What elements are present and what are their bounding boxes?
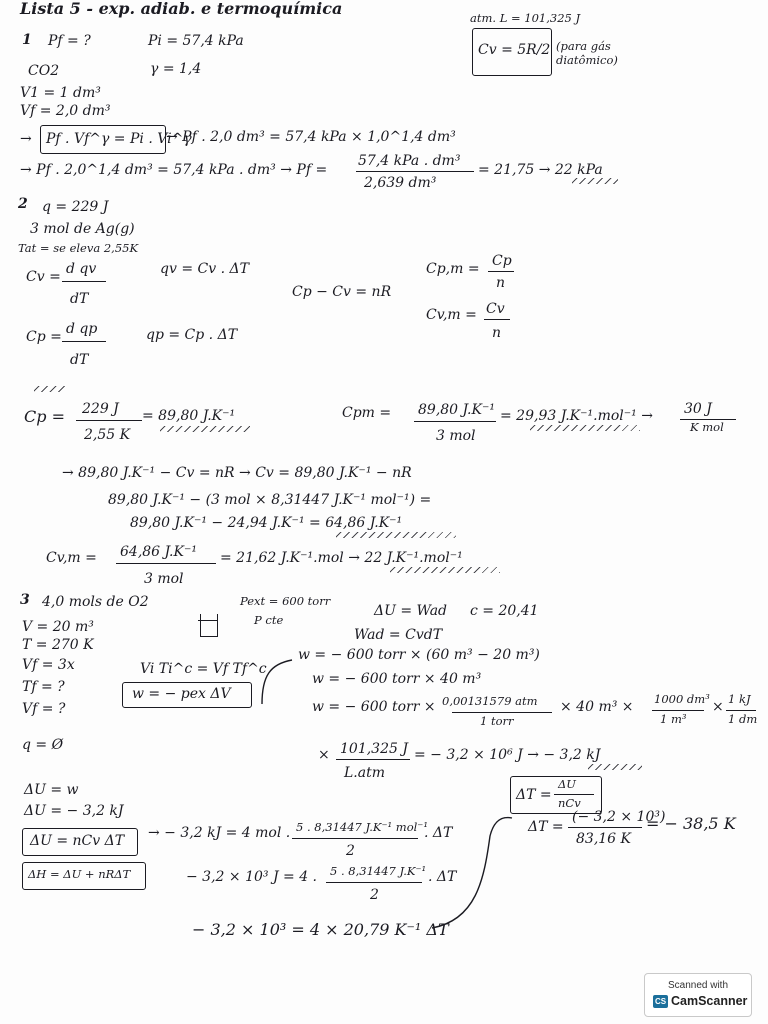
q3-dt-den: 83,16 K	[576, 831, 631, 847]
q3-vf2: Vf = ?	[22, 701, 66, 717]
q3-w3c: ×	[712, 699, 724, 715]
q3-vf: Vf = 3x	[22, 657, 75, 673]
q2-qp: qp = Cp . ΔT	[146, 327, 238, 343]
q3-t: T = 270 K	[22, 637, 94, 653]
q2-cp-minus-cv: Cp − Cv = nR	[292, 284, 392, 300]
q2-cv-def-lhs: Cv =	[26, 269, 61, 285]
q3-head: 4,0 mols de O2	[42, 594, 149, 610]
q3-dt-num: (− 3,2 × 10³)	[572, 809, 666, 825]
q3-w3b: × 40 m³ ×	[560, 699, 634, 715]
q3-dt-box-num: ΔU	[558, 777, 576, 791]
q2-cp-calc-num: 229 J	[82, 401, 119, 417]
q1-pi: Pi = 57,4 kPa	[148, 33, 244, 49]
q3-e2a: − 3,2 × 10³ J = 4 .	[186, 869, 318, 885]
q3-dh-box-text: ΔH = ΔU + nRΔT	[28, 867, 131, 881]
q1-arrow-1: →	[20, 131, 32, 147]
q3-dt-res: = − 38,5 K	[646, 814, 736, 833]
q3-w3-den2: 1 m³	[660, 712, 687, 726]
q2-cp-calc-den: 2,55 K	[84, 427, 131, 443]
q3-dt-box-lhs: ΔT =	[516, 787, 552, 803]
scanned-with-label: Scanned with	[667, 980, 729, 991]
q2-cvm-calc-res: = 21,62 J.K⁻¹.mol → 22 J.K⁻¹.mol⁻¹	[220, 550, 463, 566]
q1-number: 1	[22, 32, 32, 48]
q3-du-val: ΔU = − 3,2 kJ	[24, 803, 124, 819]
q1-line1: → Pf . 2,0 dm³ = 57,4 kPa × 1,0^1,4 dm³	[166, 129, 456, 145]
q2-cv-def-num: d qv	[66, 261, 97, 277]
q2-q: q = 229 J	[42, 199, 109, 215]
q2-cp-def-den: dT	[70, 352, 89, 368]
q2-cpm-calc-res: = 29,93 J.K⁻¹.mol⁻¹ →	[500, 408, 653, 424]
q2-tat: Tat = se eleva 2,55K	[18, 241, 139, 255]
q3-e1a: → − 3,2 kJ = 4 mol .	[148, 825, 291, 841]
q2-moles: 3 mol de Ag(g)	[30, 221, 135, 237]
q3-vitic: Vi Ti^c = Vf Tf^c	[140, 661, 267, 677]
q2-cvm-den: n	[492, 325, 502, 341]
q2-cpm-den: n	[496, 275, 506, 291]
q3-w4a: ×	[318, 747, 330, 763]
q3-dt-lhs: ΔT =	[528, 819, 564, 835]
q2-cp-def-num: d qp	[66, 321, 98, 337]
q2-cvm-num: Cv	[486, 301, 505, 317]
q3-e1-den: 2	[346, 843, 355, 859]
q3-w3-num2: 1000 dm³	[654, 692, 710, 706]
camscanner-brand: CamScanner	[671, 994, 748, 1008]
q3-e2b: . ΔT	[428, 869, 457, 885]
q3-w3-den: 1 torr	[480, 714, 514, 728]
q2-line1: → 89,80 J.K⁻¹ − Cv = nR → Cv = 89,80 J.K⁻¹ − nR	[62, 465, 412, 481]
q2-cvm-calc-den: 3 mol	[144, 571, 184, 587]
q3-w1: w = − 600 torr × (60 m³ − 20 m³)	[298, 647, 540, 663]
q3-w3a: w = − 600 torr ×	[312, 699, 436, 715]
q2-number: 2	[18, 196, 28, 212]
camscanner-logo-icon: CS	[654, 997, 667, 1006]
q1-frac-num: 57,4 kPa . dm³	[358, 153, 461, 169]
q2-cvm-lhs: Cv,m =	[426, 307, 477, 323]
q3-w4-num: 101,325 J	[340, 741, 408, 757]
q2-cpm-lhs: Cp,m =	[426, 261, 480, 277]
q3-v: V = 20 m³	[22, 619, 94, 635]
q3-e1-num: 5 . 8,31447 J.K⁻¹ mol⁻¹	[296, 820, 428, 834]
q3-w2: w = − 600 torr × 40 m³	[312, 671, 482, 687]
cv-box-text: Cv = 5R/2	[478, 42, 551, 58]
q3-pcte: P cte	[254, 613, 284, 627]
q3-e3: − 3,2 × 10³ = 4 × 20,79 K⁻¹ ΔT	[192, 920, 449, 939]
camscanner-badge	[644, 973, 752, 1017]
q1-result: = 21,75 → 22 kPa	[478, 162, 603, 178]
q2-cp-calc-lhs: Cp =	[24, 407, 65, 426]
q3-tf: Tf = ?	[22, 679, 65, 695]
q1-species: CO2	[28, 63, 60, 79]
q2-cpm-calc-lhs: Cpm =	[342, 405, 392, 421]
arrow-to-dt-calc	[432, 818, 512, 928]
atm-liter-note: atm. L = 101,325 J	[470, 11, 581, 25]
q1-line2a: → Pf . 2,0^1,4 dm³ = 57,4 kPa . dm³ → Pf =	[20, 162, 328, 178]
arrow-to-work-calc	[262, 660, 292, 704]
q2-line2: 89,80 J.K⁻¹ − (3 mol × 8,31447 J.K⁻¹ mol⁻¹) =	[108, 492, 432, 508]
q3-c: c = 20,41	[470, 603, 539, 619]
q3-du-w: ΔU = w	[24, 782, 79, 798]
q2-cp-def-lhs: Cp =	[26, 329, 62, 345]
q3-w-box-text: w = − pex ΔV	[132, 686, 231, 702]
q1-pf: Pf = ?	[48, 33, 91, 49]
q3-e1b: . ΔT	[424, 825, 453, 841]
q2-cvm-calc-num: 64,86 J.K⁻¹	[120, 544, 197, 560]
q3-w3-num: 0,00131579 atm	[442, 694, 538, 708]
q3-du-box-text: ΔU = nCv ΔT	[30, 833, 125, 849]
q1-gamma: γ = 1,4	[150, 61, 202, 77]
page-title: Lista 5 - exp. adiab. e termoquímica	[20, 0, 343, 18]
q2-cpm-calc-num: 89,80 J.K⁻¹	[418, 402, 495, 418]
q1-vf: Vf = 2,0 dm³	[20, 103, 111, 119]
q3-dt-box-den: nCv	[558, 796, 581, 810]
q3-w4b: = − 3,2 × 10⁶ J → − 3,2 kJ	[414, 747, 601, 763]
q2-cv-def-den: dT	[70, 291, 89, 307]
q3-number: 3	[20, 592, 30, 608]
q3-wad: Wad = CvdT	[354, 627, 443, 643]
q2-cpm-num: Cp	[492, 253, 512, 269]
q1-v1: V1 = 1 dm³	[20, 85, 101, 101]
q1-frac-den: 2,639 dm³	[364, 175, 437, 191]
q3-du-wad: ΔU = Wad	[374, 603, 448, 619]
q3-e2-den: 2	[370, 887, 379, 903]
q3-w3-den3: 1 dm	[728, 712, 758, 726]
q3-q: q = Ø	[22, 737, 64, 753]
q3-w3-num3: 1 kJ	[728, 692, 751, 706]
q3-w4-den: L.atm	[344, 765, 385, 781]
q1-equation: Pf . Vf^γ = Pi . Vi^γ	[46, 131, 192, 147]
q2-cvm-calc-lhs: Cv,m =	[46, 550, 97, 566]
q3-pext: Pext = 600 torr	[240, 594, 331, 608]
q2-qv: qv = Cv . ΔT	[160, 261, 249, 277]
q2-cpm-calc-den: 3 mol	[436, 428, 476, 444]
q2-line3: 89,80 J.K⁻¹ − 24,94 J.K⁻¹ = 64,86 J.K⁻¹	[130, 515, 403, 531]
q2-cp-calc-res: = 89,80 J.K⁻¹	[142, 408, 236, 424]
q2-cpm-round-num: 30 J	[684, 401, 712, 417]
cv-note: (para gás diatômico)	[556, 39, 618, 67]
q2-cpm-round-den: K mol	[690, 420, 724, 434]
q3-e2-num: 5 . 8,31447 J.K⁻¹	[330, 864, 427, 878]
